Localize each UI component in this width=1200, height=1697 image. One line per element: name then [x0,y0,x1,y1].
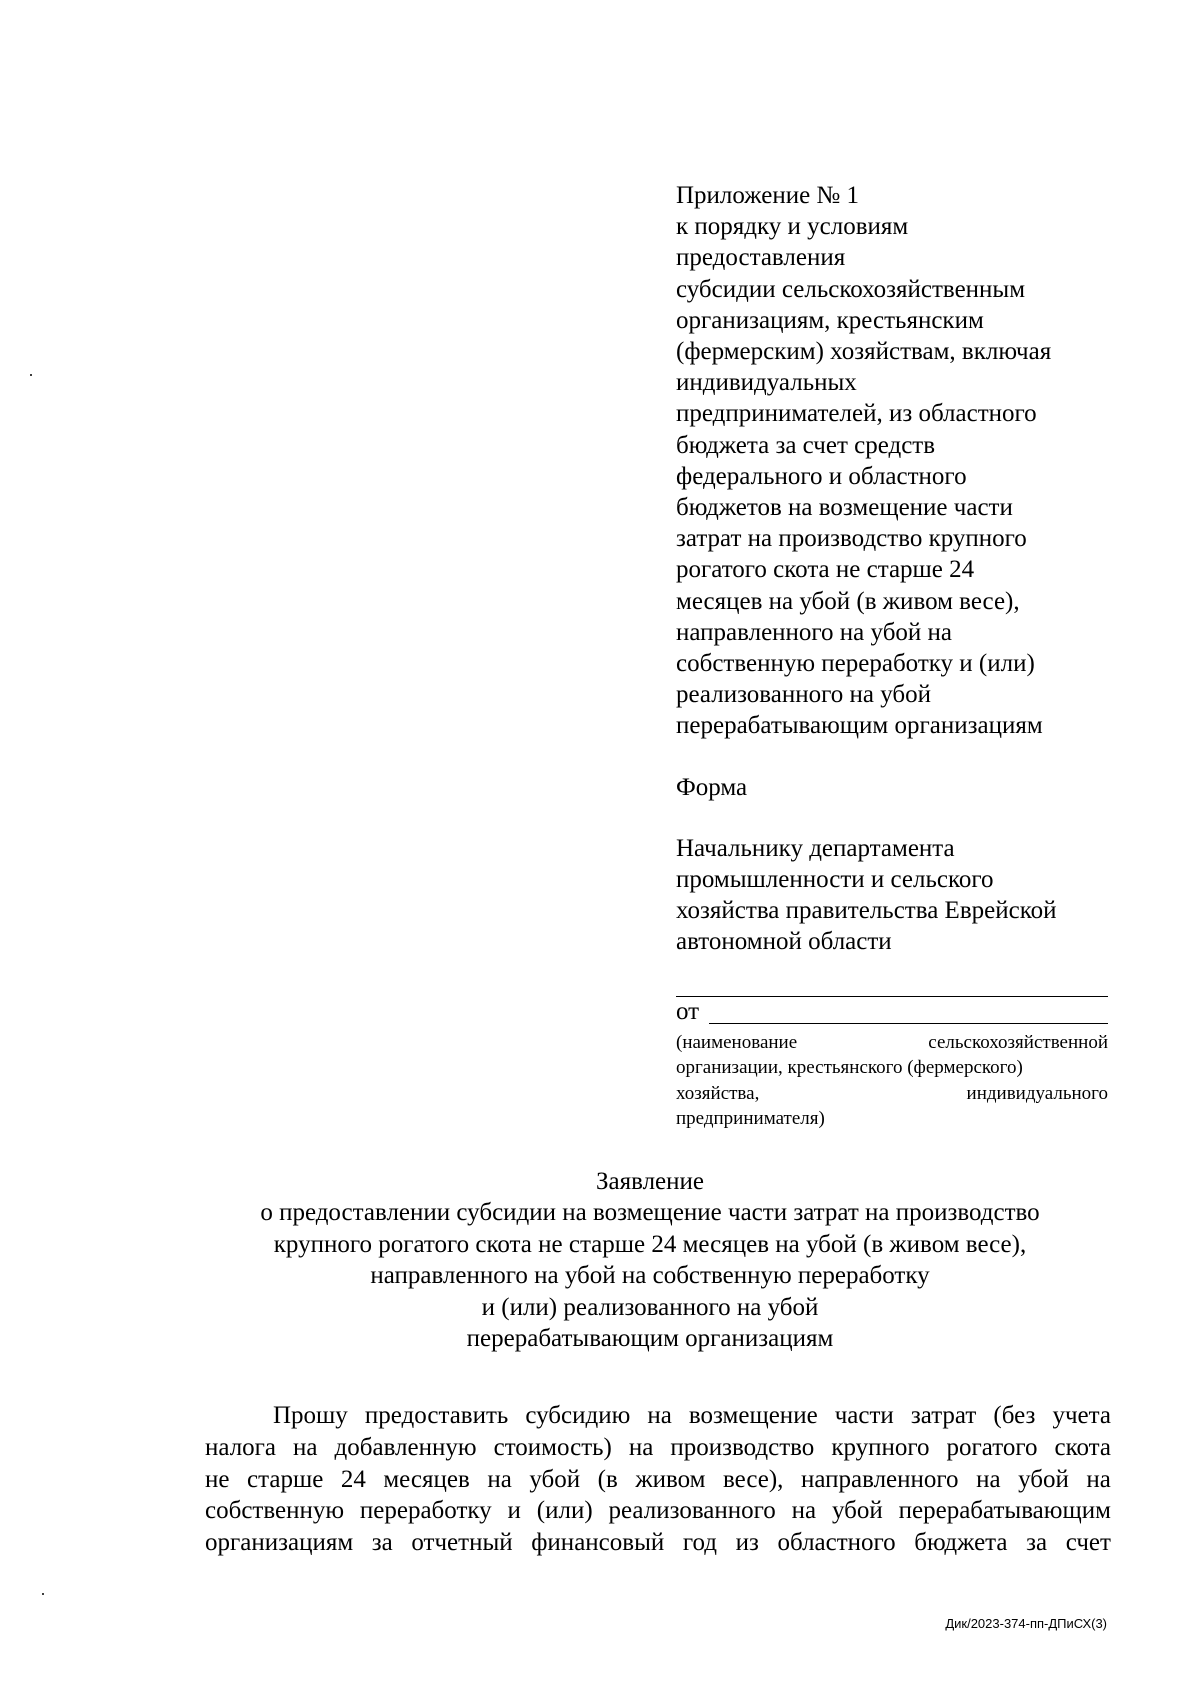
body-word: областного [777,1529,896,1557]
body-word: месяцев [383,1465,470,1493]
body-line [205,1495,1111,1527]
appendix-line: перерабатывающим организациям [676,712,1043,740]
appendix-line: бюджета за счет средств [676,431,936,459]
body-word: на [293,1433,318,1461]
appendix-line: предоставления [676,244,846,272]
body-word: субсидию [525,1402,631,1429]
appendix-line: направленного на убой на [676,618,953,646]
appendix-title: Приложение № 1 [676,182,860,209]
body-word: бюджета [914,1529,1008,1557]
note-line: организации, крестьянского (фермерского) [676,1057,1023,1079]
body-word: на [647,1402,672,1429]
appendix-line: реализованного на убой [676,681,932,709]
statement-subtitle-line: крупного рогатого скота не старше 24 месяцев на убой (в живом весе), [273,1230,1027,1258]
body-word: на [791,1497,817,1525]
body-word: год [682,1529,717,1557]
statement-subtitle-line: перерабатывающим организациям [466,1325,834,1353]
body-word: на [628,1433,654,1461]
body-word: производство [670,1433,815,1461]
body-word: финансовый [531,1529,665,1557]
body-word: за [371,1529,393,1557]
appendix-line: бюджетов на возмещение части [676,494,1013,522]
body-word: организациям [205,1529,354,1557]
body-word: реализованного [608,1497,776,1525]
body-word: направленного [800,1465,959,1493]
body-word: стоимость) [493,1433,612,1461]
statement-subtitle-line: направленного на убой на собственную переработку [370,1262,930,1290]
body-word: и [507,1497,521,1525]
body-word: счет [1065,1529,1111,1557]
document-code: Дик/2023-374-пп-ДПиСХ(3) [945,1616,1107,1631]
body-line [205,1400,1111,1432]
addressee-block [676,833,1108,958]
body-line [205,1464,1111,1496]
statement-body [205,1400,1111,1559]
addressee-line: автономной области [676,928,892,956]
body-word: (в [597,1465,618,1493]
body-word: затрат [910,1402,977,1429]
addressee-line: Начальнику департамента [676,834,955,862]
body-word: возмещение [688,1402,818,1429]
body-word: части [834,1402,894,1429]
body-word: убой [832,1497,883,1525]
from-label: от [676,998,700,1026]
body-word: весе), [722,1465,784,1493]
appendix-line: федерального и областного [676,462,967,490]
appendix-line: собственную переработку и (или) [676,650,1035,678]
statement-subtitle-line: о предоставлении субсидии на возмещение части затрат на производство [260,1199,1040,1227]
appendix-line: субсидии сельскохозяйственным [676,275,1026,303]
body-word: на [976,1465,1001,1493]
body-word: старше [247,1465,324,1493]
applicant-note [676,1030,1108,1132]
body-word: перерабатывающим [898,1497,1111,1525]
body-word: скота [1054,1433,1111,1461]
body-word: убой [1018,1465,1069,1493]
body-word: не [205,1465,230,1493]
body-word: предоставить [364,1402,509,1429]
appendix-line: (фермерским) хозяйствам, включая [676,338,1052,366]
appendix-line: затрат на производство крупного [676,525,1027,553]
appendix-line: индивидуальных [676,369,857,397]
from-row [676,997,1108,1028]
note-line: предпринимателя) [676,1108,825,1130]
body-word: из [735,1529,759,1557]
body-word: на [487,1465,512,1493]
addressee-line: промышленности и сельского [676,866,994,894]
scan-speck [42,1593,44,1595]
body-word: живом [635,1465,706,1493]
body-word: (или) [536,1497,593,1525]
body-word: за [1026,1529,1048,1557]
note-line: (наименование сельскохозяйственной [676,1031,1108,1053]
body-word: на [1086,1465,1111,1493]
addressee-line: хозяйства правительства Еврейской [676,897,1057,925]
body-word: Прошу [273,1402,348,1429]
body-word: отчетный [411,1529,513,1557]
body-word: (без [993,1402,1036,1429]
from-blank-line [709,1023,1108,1024]
body-word: крупного [831,1433,930,1461]
body-line [205,1432,1111,1464]
body-word: рогатого [946,1433,1038,1461]
body-word: учета [1052,1402,1111,1429]
statement-title [150,1166,1150,1354]
appendix-line: организациям, крестьянским [676,306,984,334]
body-word: налога [205,1433,277,1461]
statement-subtitle-line: и (или) реализованного на убой [481,1293,819,1321]
body-word: убой [529,1465,581,1493]
body-word: добавленную [334,1433,477,1461]
body-word: переработку [359,1497,492,1525]
body-line [205,1527,1111,1559]
note-line: хозяйства, индивидуального [676,1082,1108,1104]
appendix-line: месяцев на убой (в живом весе), [676,587,1020,615]
appendix-block [676,180,1108,1132]
appendix-line: к порядку и условиям [676,213,909,241]
statement-heading: Заявление [595,1168,705,1195]
scan-speck [30,374,32,376]
appendix-line: рогатого скота не старше 24 [676,556,975,584]
form-label: Форма [676,773,748,801]
appendix-line: предпринимателей, из областного [676,400,1037,428]
body-word: 24 [340,1465,366,1493]
body-word: собственную [205,1497,345,1525]
